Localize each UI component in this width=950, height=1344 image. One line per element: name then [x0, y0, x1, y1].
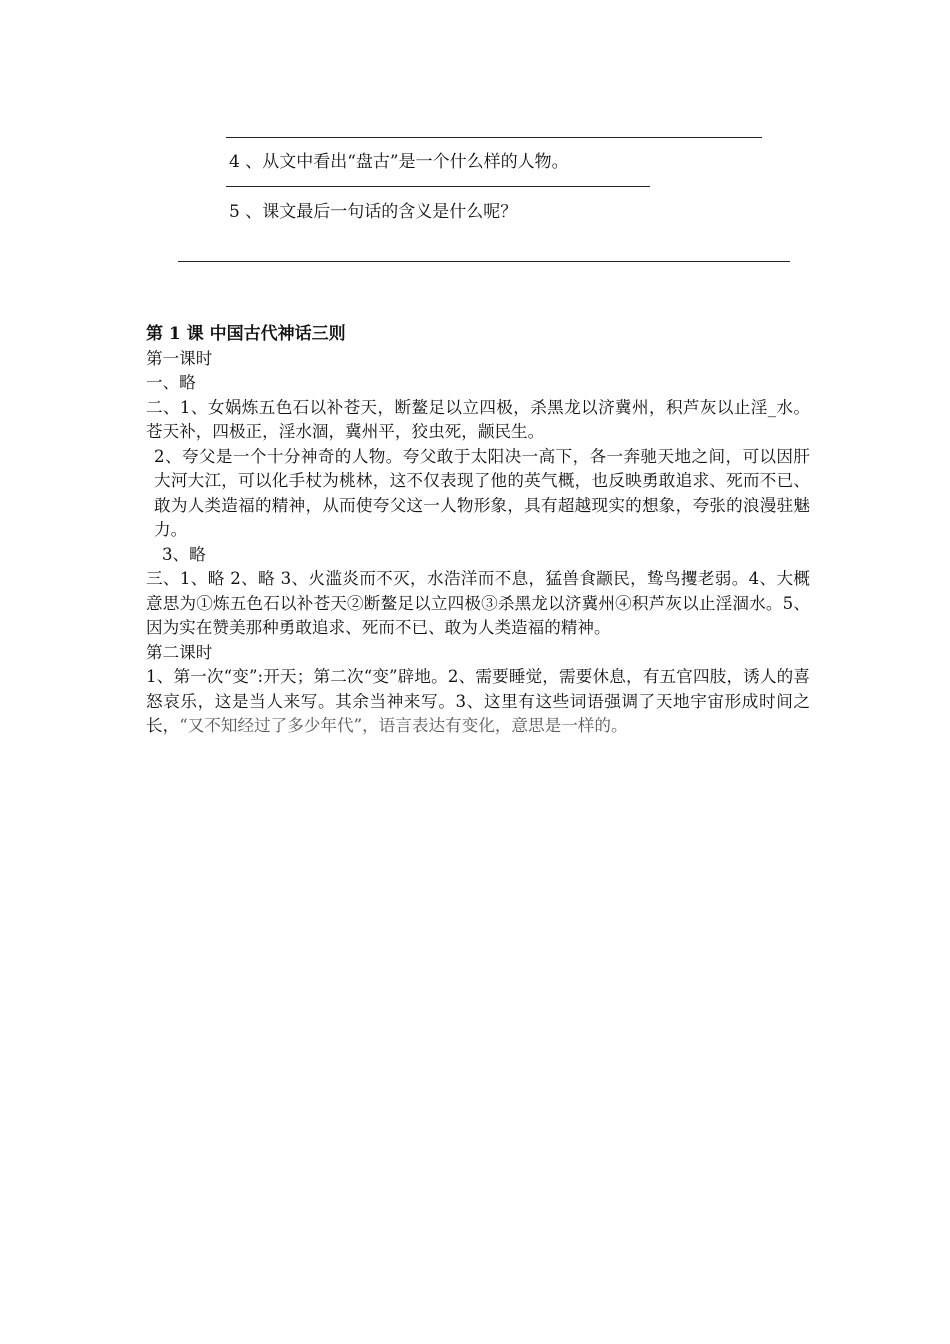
period-1-heading: 第一课时: [146, 348, 213, 368]
period-2-answers-a: 1、第一次“变”:开天；第二次“变”辟地。2、需要睡觉，需要休息，有五官四肢，诱人的喜怒哀乐，这是当人来写。其余当神来写。3、这里有这些词语强调了天地宇宙形成时间之长，: [146, 667, 810, 735]
answer-line-q4: [226, 186, 650, 187]
section-2-item-2: 2、夸父是一个十分神奇的人物。夸父敢于太阳决一高下，各一奔驰天地之间，可以因肝大河大江，可以化手杖为桃林，这不仅表现了他的英气概，也反映勇敢追求、死而不已、敢为人类造福的精神，从而使夸父这一人物形象，具有超越现实的想象，夸张的浪漫驻魅力。: [154, 446, 810, 539]
section-2-item-3: 3、略: [162, 544, 206, 564]
section-2-item-1: 二、1、女娲炼五色石以补苍天，断鳌足以立四极，杀黑龙以济冀州，积芦灰以止淫_水。苍天补，四极正，淫水涸，冀州平，狡虫死，颛民生。: [146, 397, 810, 441]
section-1: 一、略: [146, 373, 196, 392]
question-4: 4 、从文中看出“盘古”是一个什么样的人物。: [229, 152, 569, 172]
answer-line-q5: [178, 261, 790, 262]
answer-key: [146, 322, 810, 739]
question-5: 5 、课文最后一句话的含义是什么呢？: [229, 202, 518, 222]
lesson-title: 第 1 课 中国古代神话三则: [146, 324, 346, 344]
answer-line-top: [226, 137, 762, 138]
period-2-answers: [146, 665, 810, 739]
section-3: 三、1、略 2、略 3、火滥炎而不灭，水浩洋而不息，猛兽食颛民，鸷鸟攫老弱。4、大概意思为①炼五色石以补苍天②断鳌足以立四极③杀黑龙以济冀州④积芦灰以止淫涸水。5、因为实在赞美那种勇敢追求、死而不已、敢为人类造福的精神。: [146, 569, 810, 637]
period-2-answers-b: “又不知经过了多少年代”，语言表达有变化，意思是一样的。: [179, 716, 628, 735]
period-2-heading: 第二课时: [146, 642, 213, 662]
